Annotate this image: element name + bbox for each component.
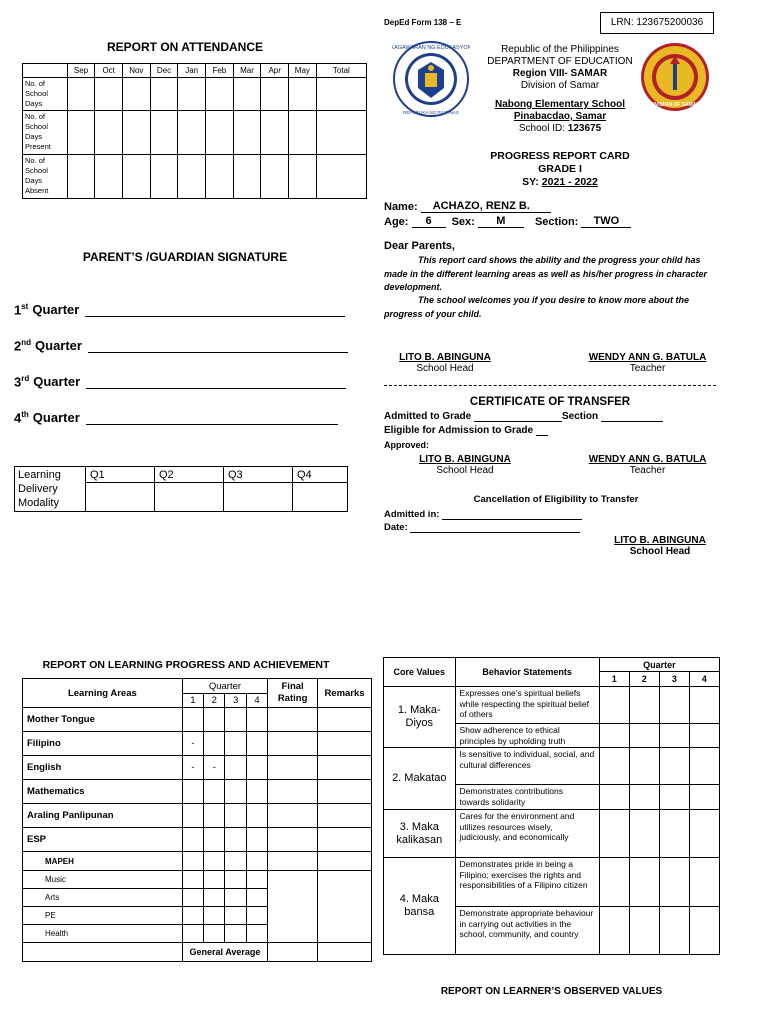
date-row: Date: xyxy=(384,522,580,533)
attendance-cell[interactable] xyxy=(95,111,123,155)
department-text: DEPARTMENT OF EDUCATION xyxy=(487,56,633,67)
grade-q3[interactable] xyxy=(225,804,246,828)
attendance-row-label: No. of School Days Absent xyxy=(23,155,68,199)
grade-q2[interactable] xyxy=(204,804,225,828)
attendance-month-header: Feb xyxy=(206,64,234,78)
attendance-cell[interactable] xyxy=(233,111,261,155)
grade-q1[interactable]: - xyxy=(182,732,203,756)
attendance-cell[interactable] xyxy=(122,111,150,155)
grade-q4[interactable] xyxy=(246,828,267,852)
subject-name: Araling Panlipunan xyxy=(23,804,183,828)
value-row xyxy=(384,810,720,858)
subject-name: Filipino xyxy=(23,732,183,756)
remarks-cell[interactable] xyxy=(318,780,372,804)
grade-q2[interactable] xyxy=(204,780,225,804)
school-year: SY: 2021 - 2022 xyxy=(522,176,598,188)
core-value-name: 3. Maka kalikasan xyxy=(384,810,456,858)
attendance-cell[interactable] xyxy=(178,155,206,199)
core-value-name: 2. Makatao xyxy=(384,748,456,810)
value-mark-cell[interactable] xyxy=(689,687,719,724)
remarks-cell[interactable] xyxy=(318,852,372,871)
attendance-title: REPORT ON ATTENDANCE xyxy=(107,40,263,54)
attendance-cell[interactable] xyxy=(150,155,178,199)
attendance-month-header: May xyxy=(289,64,317,78)
grade-q2[interactable] xyxy=(204,708,225,732)
quarter-4: 4 xyxy=(246,694,267,708)
attendance-month-header: Mar xyxy=(233,64,261,78)
value-mark-cell[interactable] xyxy=(599,724,629,748)
eligible-row: Eligible for Admission to Grade xyxy=(384,425,548,436)
attendance-cell[interactable] xyxy=(178,78,206,111)
values-quarter-3: 3 xyxy=(659,672,689,687)
grade-q3[interactable] xyxy=(225,732,246,756)
behavior-statement: Expresses one’s spiritual beliefs while respecting the spiritual belief of others xyxy=(455,687,599,724)
grade-q4[interactable] xyxy=(246,804,267,828)
subject-row xyxy=(23,871,372,889)
value-mark-cell[interactable] xyxy=(659,687,689,724)
grade-level: GRADE I xyxy=(538,163,582,175)
remarks-cell[interactable] xyxy=(318,828,372,852)
value-row xyxy=(384,858,720,907)
behavior-statement: Show adherence to ethical principles by upholding truth xyxy=(455,724,599,748)
attendance-cell[interactable] xyxy=(206,111,234,155)
student-age[interactable]: 6 xyxy=(412,215,446,228)
blank-cell xyxy=(23,943,183,962)
admitted-in-row: Admitted in: xyxy=(384,509,582,520)
student-section[interactable]: TWO xyxy=(581,215,631,228)
attendance-cell[interactable] xyxy=(261,78,289,111)
student-name[interactable]: ACHAZO, RENZ B. xyxy=(421,200,551,213)
grade-cell[interactable] xyxy=(182,852,203,871)
attendance-cell[interactable] xyxy=(95,155,123,199)
grade-q1[interactable] xyxy=(182,780,203,804)
progress-table xyxy=(22,678,372,962)
value-mark-cell[interactable] xyxy=(629,907,659,955)
school-name: Nabong Elementary School xyxy=(494,99,626,110)
eligible-grade-field[interactable] xyxy=(536,435,548,436)
values-footer-title: REPORT ON LEARNER’S OBSERVED VALUES xyxy=(440,986,663,997)
grade-cell[interactable] xyxy=(225,925,246,943)
grade-cell[interactable] xyxy=(182,871,203,889)
date-field[interactable] xyxy=(410,532,580,533)
school-id: School ID: 123675 xyxy=(518,123,602,134)
remarks-cell[interactable] xyxy=(318,943,372,962)
student-sex[interactable]: M xyxy=(478,215,524,228)
attendance-cell[interactable] xyxy=(233,155,261,199)
attendance-month-header: Jan xyxy=(178,64,206,78)
grade-q2[interactable] xyxy=(204,732,225,756)
republic-text: Republic of the Philippines xyxy=(501,44,619,55)
col-core-values: Core Values xyxy=(384,658,456,687)
remarks-cell[interactable] xyxy=(318,804,372,828)
subject-row xyxy=(23,828,372,852)
final-rating-cell[interactable] xyxy=(268,732,318,756)
attendance-cell[interactable] xyxy=(206,78,234,111)
value-mark-cell[interactable] xyxy=(659,810,689,858)
attendance-cell[interactable] xyxy=(289,111,317,155)
division-text: Division of Samar xyxy=(520,80,600,91)
grade-q1[interactable] xyxy=(182,828,203,852)
mapeh-sub-name: PE xyxy=(23,907,183,925)
attendance-cell[interactable] xyxy=(316,155,366,199)
signature-line[interactable] xyxy=(86,374,346,389)
grade-q1[interactable] xyxy=(182,804,203,828)
attendance-table xyxy=(22,63,367,199)
approved-label: Approved: xyxy=(384,440,429,450)
quarter-1: 1 xyxy=(182,694,203,708)
subject-row xyxy=(23,732,372,756)
grade-q2[interactable] xyxy=(204,828,225,852)
quarter-signature-row: 3rd Quarter xyxy=(14,374,346,389)
value-mark-cell[interactable] xyxy=(629,810,659,858)
col-values-quarter: Quarter xyxy=(599,658,719,672)
deped-seal xyxy=(392,40,470,118)
value-mark-cell[interactable] xyxy=(689,785,719,810)
value-mark-cell[interactable] xyxy=(599,810,629,858)
subject-row xyxy=(23,708,372,732)
subject-row xyxy=(23,852,372,871)
modality-q2: Q2 xyxy=(155,467,224,483)
value-mark-cell[interactable] xyxy=(629,785,659,810)
grade-cell[interactable] xyxy=(204,871,225,889)
remarks-cell[interactable] xyxy=(318,708,372,732)
value-mark-cell[interactable] xyxy=(599,907,629,955)
modality-table xyxy=(14,466,348,512)
signature-teacher: WENDY ANN G. BATULA Teacher xyxy=(588,352,707,374)
school-location: Pinabacdao, Samar xyxy=(513,111,607,122)
value-mark-cell[interactable] xyxy=(659,785,689,810)
grade-q4[interactable] xyxy=(246,708,267,732)
value-mark-cell[interactable] xyxy=(629,748,659,785)
grade-cell[interactable] xyxy=(204,889,225,907)
value-mark-cell[interactable] xyxy=(689,748,719,785)
grade-cell[interactable] xyxy=(204,907,225,925)
attendance-cell[interactable] xyxy=(261,111,289,155)
attendance-month-header: Sep xyxy=(67,64,95,78)
region-text: Region VIII- SAMAR xyxy=(512,68,608,79)
quarter-signature-row: 4th Quarter xyxy=(14,410,338,425)
quarter-2: 2 xyxy=(204,694,225,708)
final-rating-cell[interactable] xyxy=(268,756,318,780)
cancel-title: Cancellation of Eligibility to Transfer xyxy=(473,494,639,505)
attendance-cell[interactable] xyxy=(316,78,366,111)
mapeh-sub-name: Health xyxy=(23,925,183,943)
value-mark-cell[interactable] xyxy=(659,907,689,955)
value-mark-cell[interactable] xyxy=(659,748,689,785)
grade-q4[interactable] xyxy=(246,732,267,756)
signature-school-head-2: LITO B. ABINGUNA School Head xyxy=(419,454,511,476)
divider xyxy=(384,385,716,386)
letter-para2: The school welcomes you if you desire to know more about the progress of your child. xyxy=(384,295,690,319)
modality-label: Learning Delivery Modality xyxy=(15,467,86,512)
value-mark-cell[interactable] xyxy=(599,858,629,907)
school-header xyxy=(470,44,650,135)
attendance-month-header: Oct xyxy=(95,64,123,78)
attendance-cell[interactable] xyxy=(316,111,366,155)
attendance-cell[interactable] xyxy=(122,78,150,111)
grade-cell[interactable] xyxy=(225,852,246,871)
attendance-row-label: No. of School Days xyxy=(23,78,68,111)
subject-name: English xyxy=(23,756,183,780)
value-mark-cell[interactable] xyxy=(689,907,719,955)
behavior-statement: Demonstrate appropriate behaviour in carrying out activities in the school, community, and country xyxy=(455,907,599,955)
grade-q1[interactable] xyxy=(182,708,203,732)
attendance-cell[interactable] xyxy=(67,155,95,199)
quarter-signature-row: 1st Quarter xyxy=(14,302,345,317)
seal-left-text: KAGAWARAN NG EDUKASYON xyxy=(392,45,470,51)
quarter-signature-row: 2nd Quarter xyxy=(14,338,348,353)
value-mark-cell[interactable] xyxy=(689,724,719,748)
grade-cell[interactable] xyxy=(246,907,267,925)
attendance-month-header: Nov xyxy=(122,64,150,78)
values-quarter-4: 4 xyxy=(689,672,719,687)
value-mark-cell[interactable] xyxy=(629,687,659,724)
grade-q3[interactable] xyxy=(225,780,246,804)
attendance-cell[interactable] xyxy=(289,155,317,199)
signature-school-head: LITO B. ABINGUNA School Head xyxy=(399,352,491,374)
grade-cell[interactable] xyxy=(204,925,225,943)
card-title-block xyxy=(470,150,650,189)
attendance-cell[interactable] xyxy=(95,78,123,111)
value-mark-cell[interactable] xyxy=(689,858,719,907)
core-value-name: 1. Maka-Diyos xyxy=(384,687,456,748)
subject-name: Mathematics xyxy=(23,780,183,804)
modality-q3: Q3 xyxy=(224,467,293,483)
admitted-in-field[interactable] xyxy=(442,519,582,520)
final-rating-cell[interactable] xyxy=(268,871,318,943)
attendance-cell[interactable] xyxy=(206,155,234,199)
attendance-cell[interactable] xyxy=(178,111,206,155)
grade-q3[interactable] xyxy=(225,708,246,732)
grade-cell[interactable] xyxy=(182,907,203,925)
col-remarks: Remarks xyxy=(318,679,372,708)
remarks-cell[interactable] xyxy=(318,871,372,943)
attendance-cell[interactable] xyxy=(67,78,95,111)
general-average-cell[interactable] xyxy=(268,943,318,962)
value-mark-cell[interactable] xyxy=(629,858,659,907)
grade-cell[interactable] xyxy=(246,925,267,943)
seal-left-bottom: REPUBLIKA NG PILIPINAS xyxy=(403,110,459,115)
signature-school-head-3: LITO B. ABINGUNA School Head xyxy=(614,535,706,557)
final-rating-cell[interactable] xyxy=(268,828,318,852)
remarks-cell[interactable] xyxy=(318,756,372,780)
attendance-cell[interactable] xyxy=(150,78,178,111)
value-mark-cell[interactable] xyxy=(659,858,689,907)
behavior-statement: Is sensitive to individual, social, and cultural differences xyxy=(455,748,599,785)
admitted-grade-row: Admitted to Grade Section xyxy=(384,411,663,422)
signature-line[interactable] xyxy=(86,410,338,425)
behavior-statement: Demonstrates contributions towards solidarity xyxy=(455,785,599,810)
modality-q1: Q1 xyxy=(86,467,155,483)
final-rating-cell[interactable] xyxy=(268,780,318,804)
grade-cell[interactable] xyxy=(225,889,246,907)
subject-name: MAPEH xyxy=(23,852,183,871)
behavior-statement: Demonstrates pride in being a Filipino; exercises the rights and responsibilities of a Filipino citizen xyxy=(455,858,599,907)
grade-cell[interactable] xyxy=(225,871,246,889)
core-value-name: 4. Maka bansa xyxy=(384,858,456,955)
student-details-row: Age: 6 Sex: M Section: TWO xyxy=(384,215,631,228)
mapeh-sub-name: Music xyxy=(23,871,183,889)
final-rating-cell[interactable] xyxy=(268,708,318,732)
attendance-cell[interactable] xyxy=(233,78,261,111)
modality-cell[interactable] xyxy=(86,483,155,512)
grade-cell[interactable] xyxy=(246,852,267,871)
attendance-month-header: Dec xyxy=(150,64,178,78)
transfer-title: CERTIFICATE OF TRANSFER xyxy=(469,396,631,408)
parent-signature-title: PARENT’S /GUARDIAN SIGNATURE xyxy=(82,250,288,264)
division-seal xyxy=(640,42,710,112)
attendance-month-header: Apr xyxy=(261,64,289,78)
signature-line[interactable] xyxy=(85,302,345,317)
grade-q4[interactable] xyxy=(246,780,267,804)
subject-row xyxy=(23,804,372,828)
grade-q2[interactable]: - xyxy=(204,756,225,780)
admitted-section-field[interactable] xyxy=(601,421,663,422)
values-quarter-2: 2 xyxy=(629,672,659,687)
seal-right-text: DIVISION OF SAMAR xyxy=(649,102,701,108)
grade-cell[interactable] xyxy=(225,907,246,925)
admitted-grade-field[interactable] xyxy=(474,421,562,422)
col-final-rating: Final Rating xyxy=(268,679,318,708)
value-mark-cell[interactable] xyxy=(599,748,629,785)
lrn-box: LRN: 123675200036 xyxy=(600,12,714,34)
col-learning-areas: Learning Areas xyxy=(23,679,183,708)
quarter-3: 3 xyxy=(225,694,246,708)
general-average-label: General Average xyxy=(182,943,267,962)
values-table xyxy=(383,657,720,955)
value-mark-cell[interactable] xyxy=(689,810,719,858)
student-name-row: Name: ACHAZO, RENZ B. xyxy=(384,200,551,213)
col-behavior: Behavior Statements xyxy=(455,658,599,687)
grade-q3[interactable] xyxy=(225,756,246,780)
value-mark-cell[interactable] xyxy=(659,724,689,748)
values-quarter-1: 1 xyxy=(599,672,629,687)
attendance-row-label: No. of School Days Present xyxy=(23,111,68,155)
final-rating-cell[interactable] xyxy=(268,804,318,828)
card-title: PROGRESS REPORT CARD xyxy=(490,150,630,162)
subject-row xyxy=(23,756,372,780)
grade-q3[interactable] xyxy=(225,828,246,852)
modality-cell[interactable] xyxy=(224,483,293,512)
attendance-cell[interactable] xyxy=(150,111,178,155)
attendance-month-header: Total xyxy=(316,64,366,78)
modality-q4: Q4 xyxy=(293,467,348,483)
modality-cell[interactable] xyxy=(155,483,224,512)
signature-teacher-2: WENDY ANN G. BATULA Teacher xyxy=(588,454,707,476)
grade-q4[interactable] xyxy=(246,756,267,780)
grade-q1[interactable]: - xyxy=(182,756,203,780)
subject-name: ESP xyxy=(23,828,183,852)
final-rating-cell[interactable] xyxy=(268,852,318,871)
value-row xyxy=(384,748,720,785)
attendance-cell[interactable] xyxy=(261,155,289,199)
letter-para1: This report card shows the ability and the progress your child has made in the different learning areas as well as his/her progress in character development. xyxy=(384,255,707,292)
value-mark-cell[interactable] xyxy=(629,724,659,748)
value-row xyxy=(384,687,720,724)
form-number: DepEd Form 138 – E xyxy=(384,18,462,27)
progress-title: REPORT ON LEARNING PROGRESS AND ACHIEVEMENT xyxy=(42,659,330,671)
remarks-cell[interactable] xyxy=(318,732,372,756)
value-mark-cell[interactable] xyxy=(599,785,629,810)
value-mark-cell[interactable] xyxy=(599,687,629,724)
grade-cell[interactable] xyxy=(246,871,267,889)
grade-cell[interactable] xyxy=(204,852,225,871)
subject-row xyxy=(23,780,372,804)
col-quarter: Quarter xyxy=(182,679,267,694)
attendance-cell[interactable] xyxy=(289,78,317,111)
grade-cell[interactable] xyxy=(182,889,203,907)
grade-cell[interactable] xyxy=(182,925,203,943)
attendance-cell[interactable] xyxy=(122,155,150,199)
attendance-cell[interactable] xyxy=(67,111,95,155)
behavior-statement: Cares for the environment and utilizes resources wisely, judiciously, and economically xyxy=(455,810,599,858)
grade-cell[interactable] xyxy=(246,889,267,907)
modality-cell[interactable] xyxy=(293,483,348,512)
mapeh-sub-name: Arts xyxy=(23,889,183,907)
signature-line[interactable] xyxy=(88,338,348,353)
general-average-row xyxy=(23,943,372,962)
subject-name: Mother Tongue xyxy=(23,708,183,732)
letter-salutation: Dear Parents, xyxy=(384,240,455,252)
